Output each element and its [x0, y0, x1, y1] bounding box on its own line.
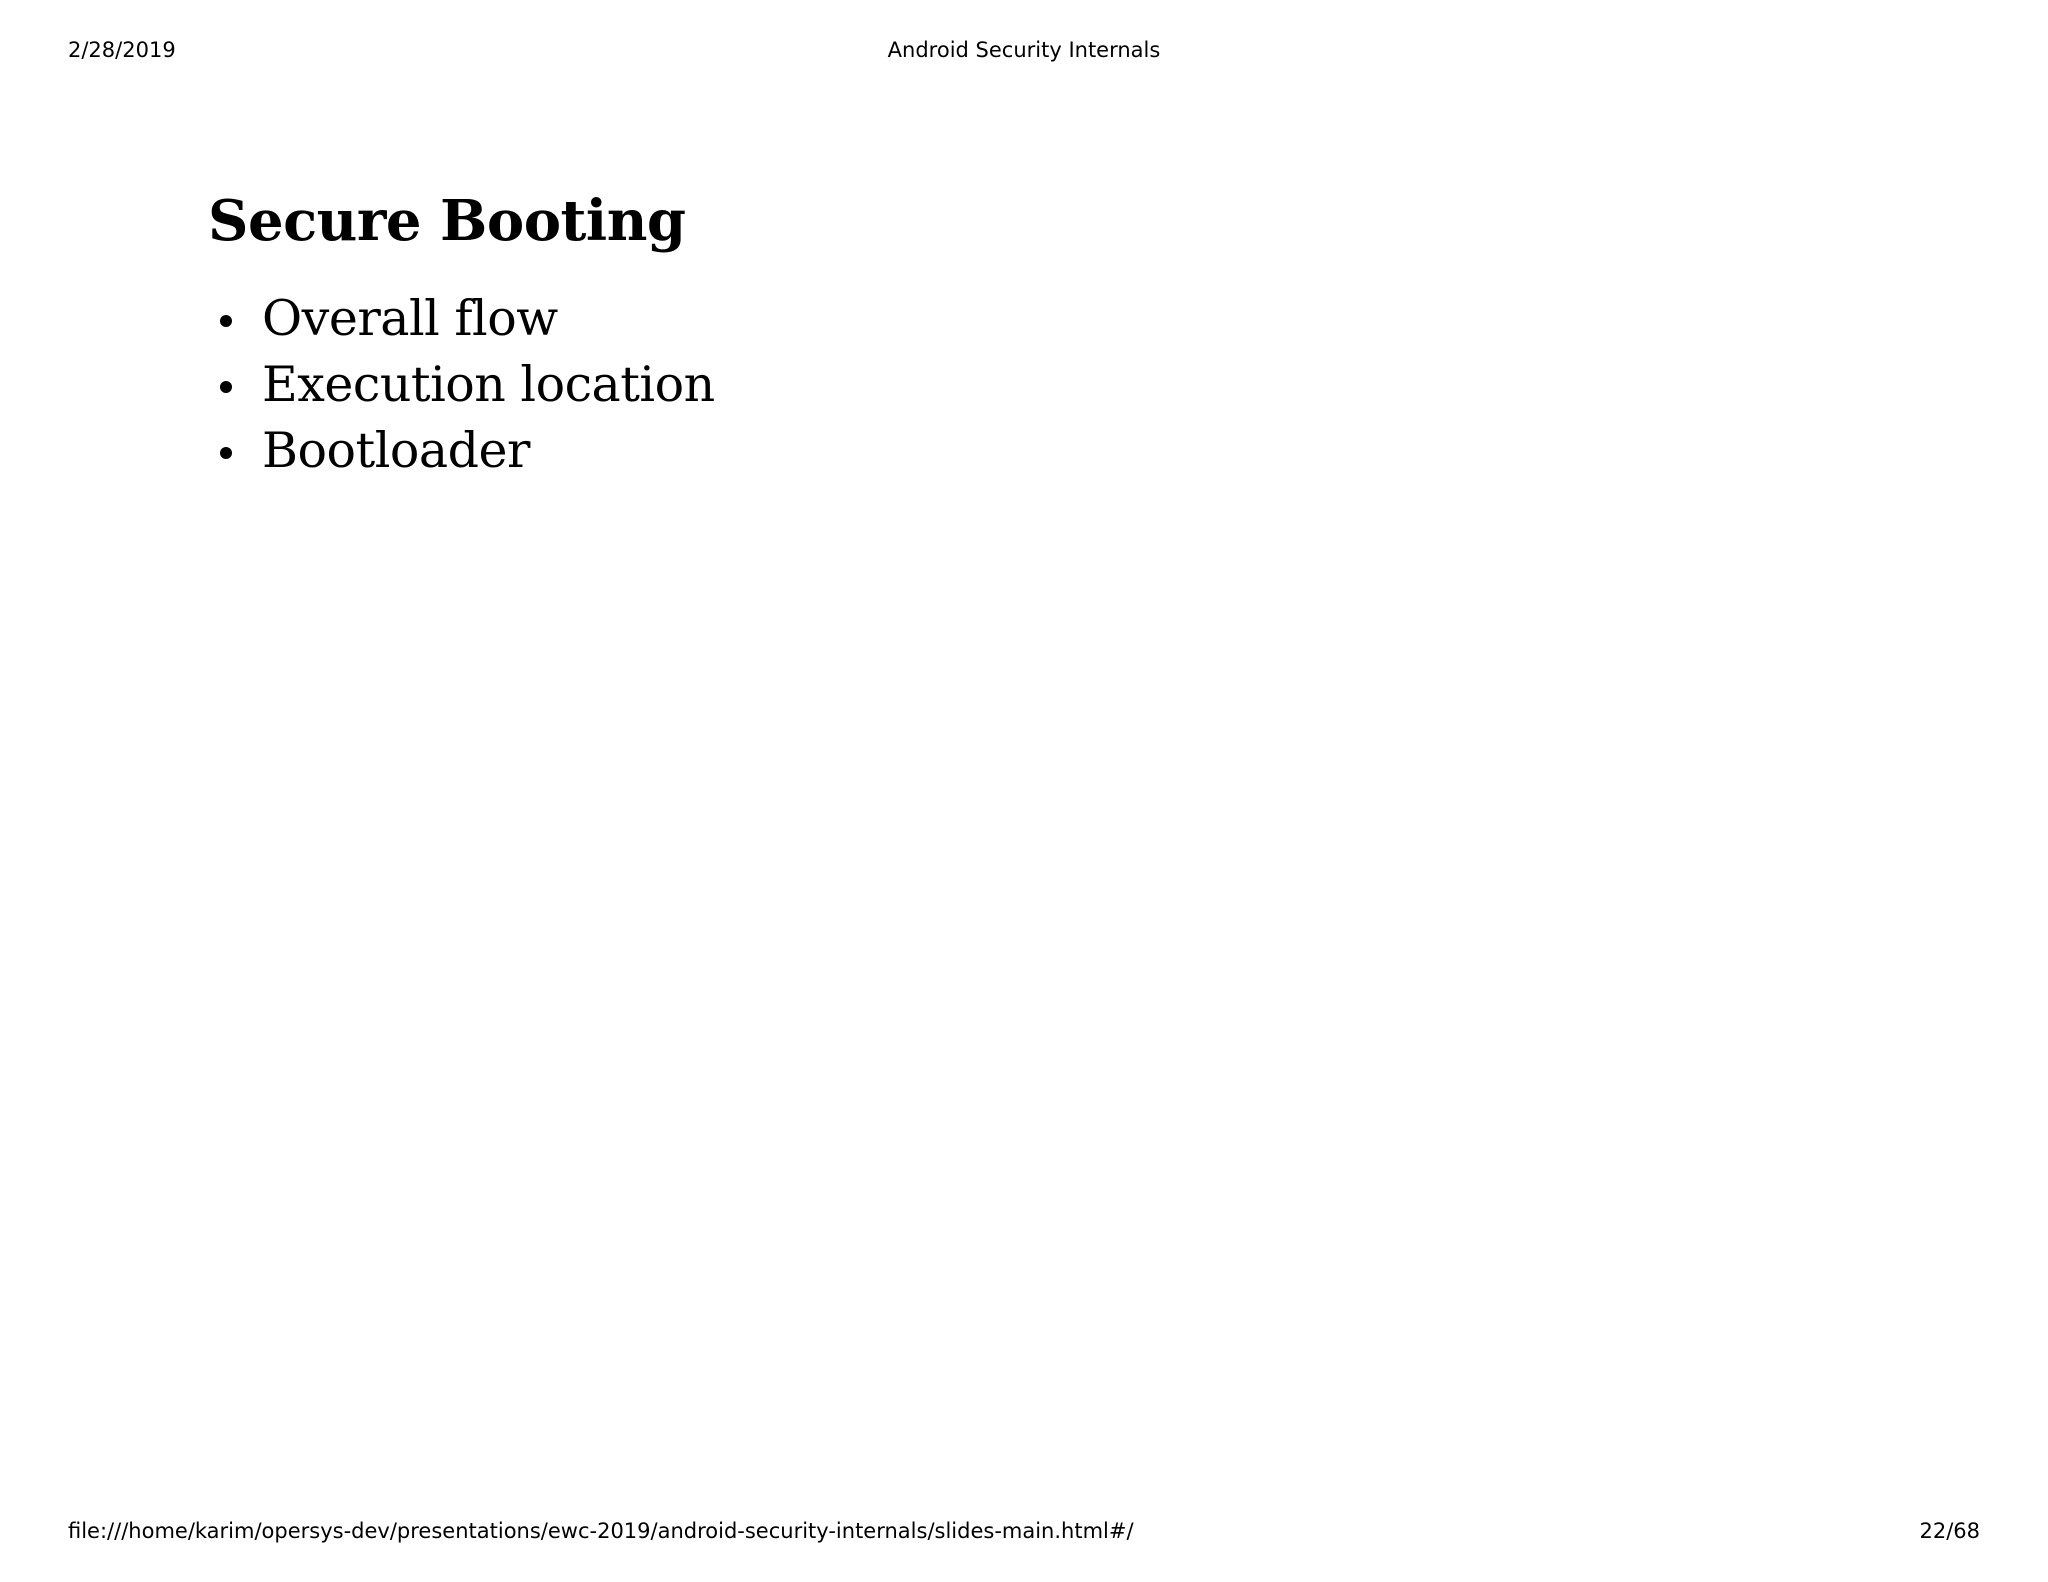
page-url: file:///home/karim/opersys-dev/presentations/ewc-2019/android-security-internals/slides-main.html#/: [68, 1519, 1134, 1543]
bullet-list: [208, 286, 1408, 484]
bullet-dot-icon: [220, 447, 232, 459]
bullet-dot-icon: [220, 315, 232, 327]
print-header: [68, 37, 1980, 63]
bullet-text: Execution location: [262, 356, 715, 413]
bullet-item: [208, 418, 1408, 484]
print-footer: [68, 1518, 1980, 1544]
slide-title: Secure Booting: [208, 188, 686, 254]
document-title: Android Security Internals: [887, 38, 1161, 62]
bullet-text: Bootloader: [262, 422, 530, 479]
bullet-item: [208, 286, 1408, 352]
bullet-dot-icon: [220, 381, 232, 393]
print-date: 2/28/2019: [68, 38, 176, 62]
page-number: 22/68: [1919, 1519, 1980, 1543]
slide-content: [208, 186, 1408, 484]
bullet-text: Overall flow: [262, 290, 558, 347]
bullet-item: [208, 352, 1408, 418]
